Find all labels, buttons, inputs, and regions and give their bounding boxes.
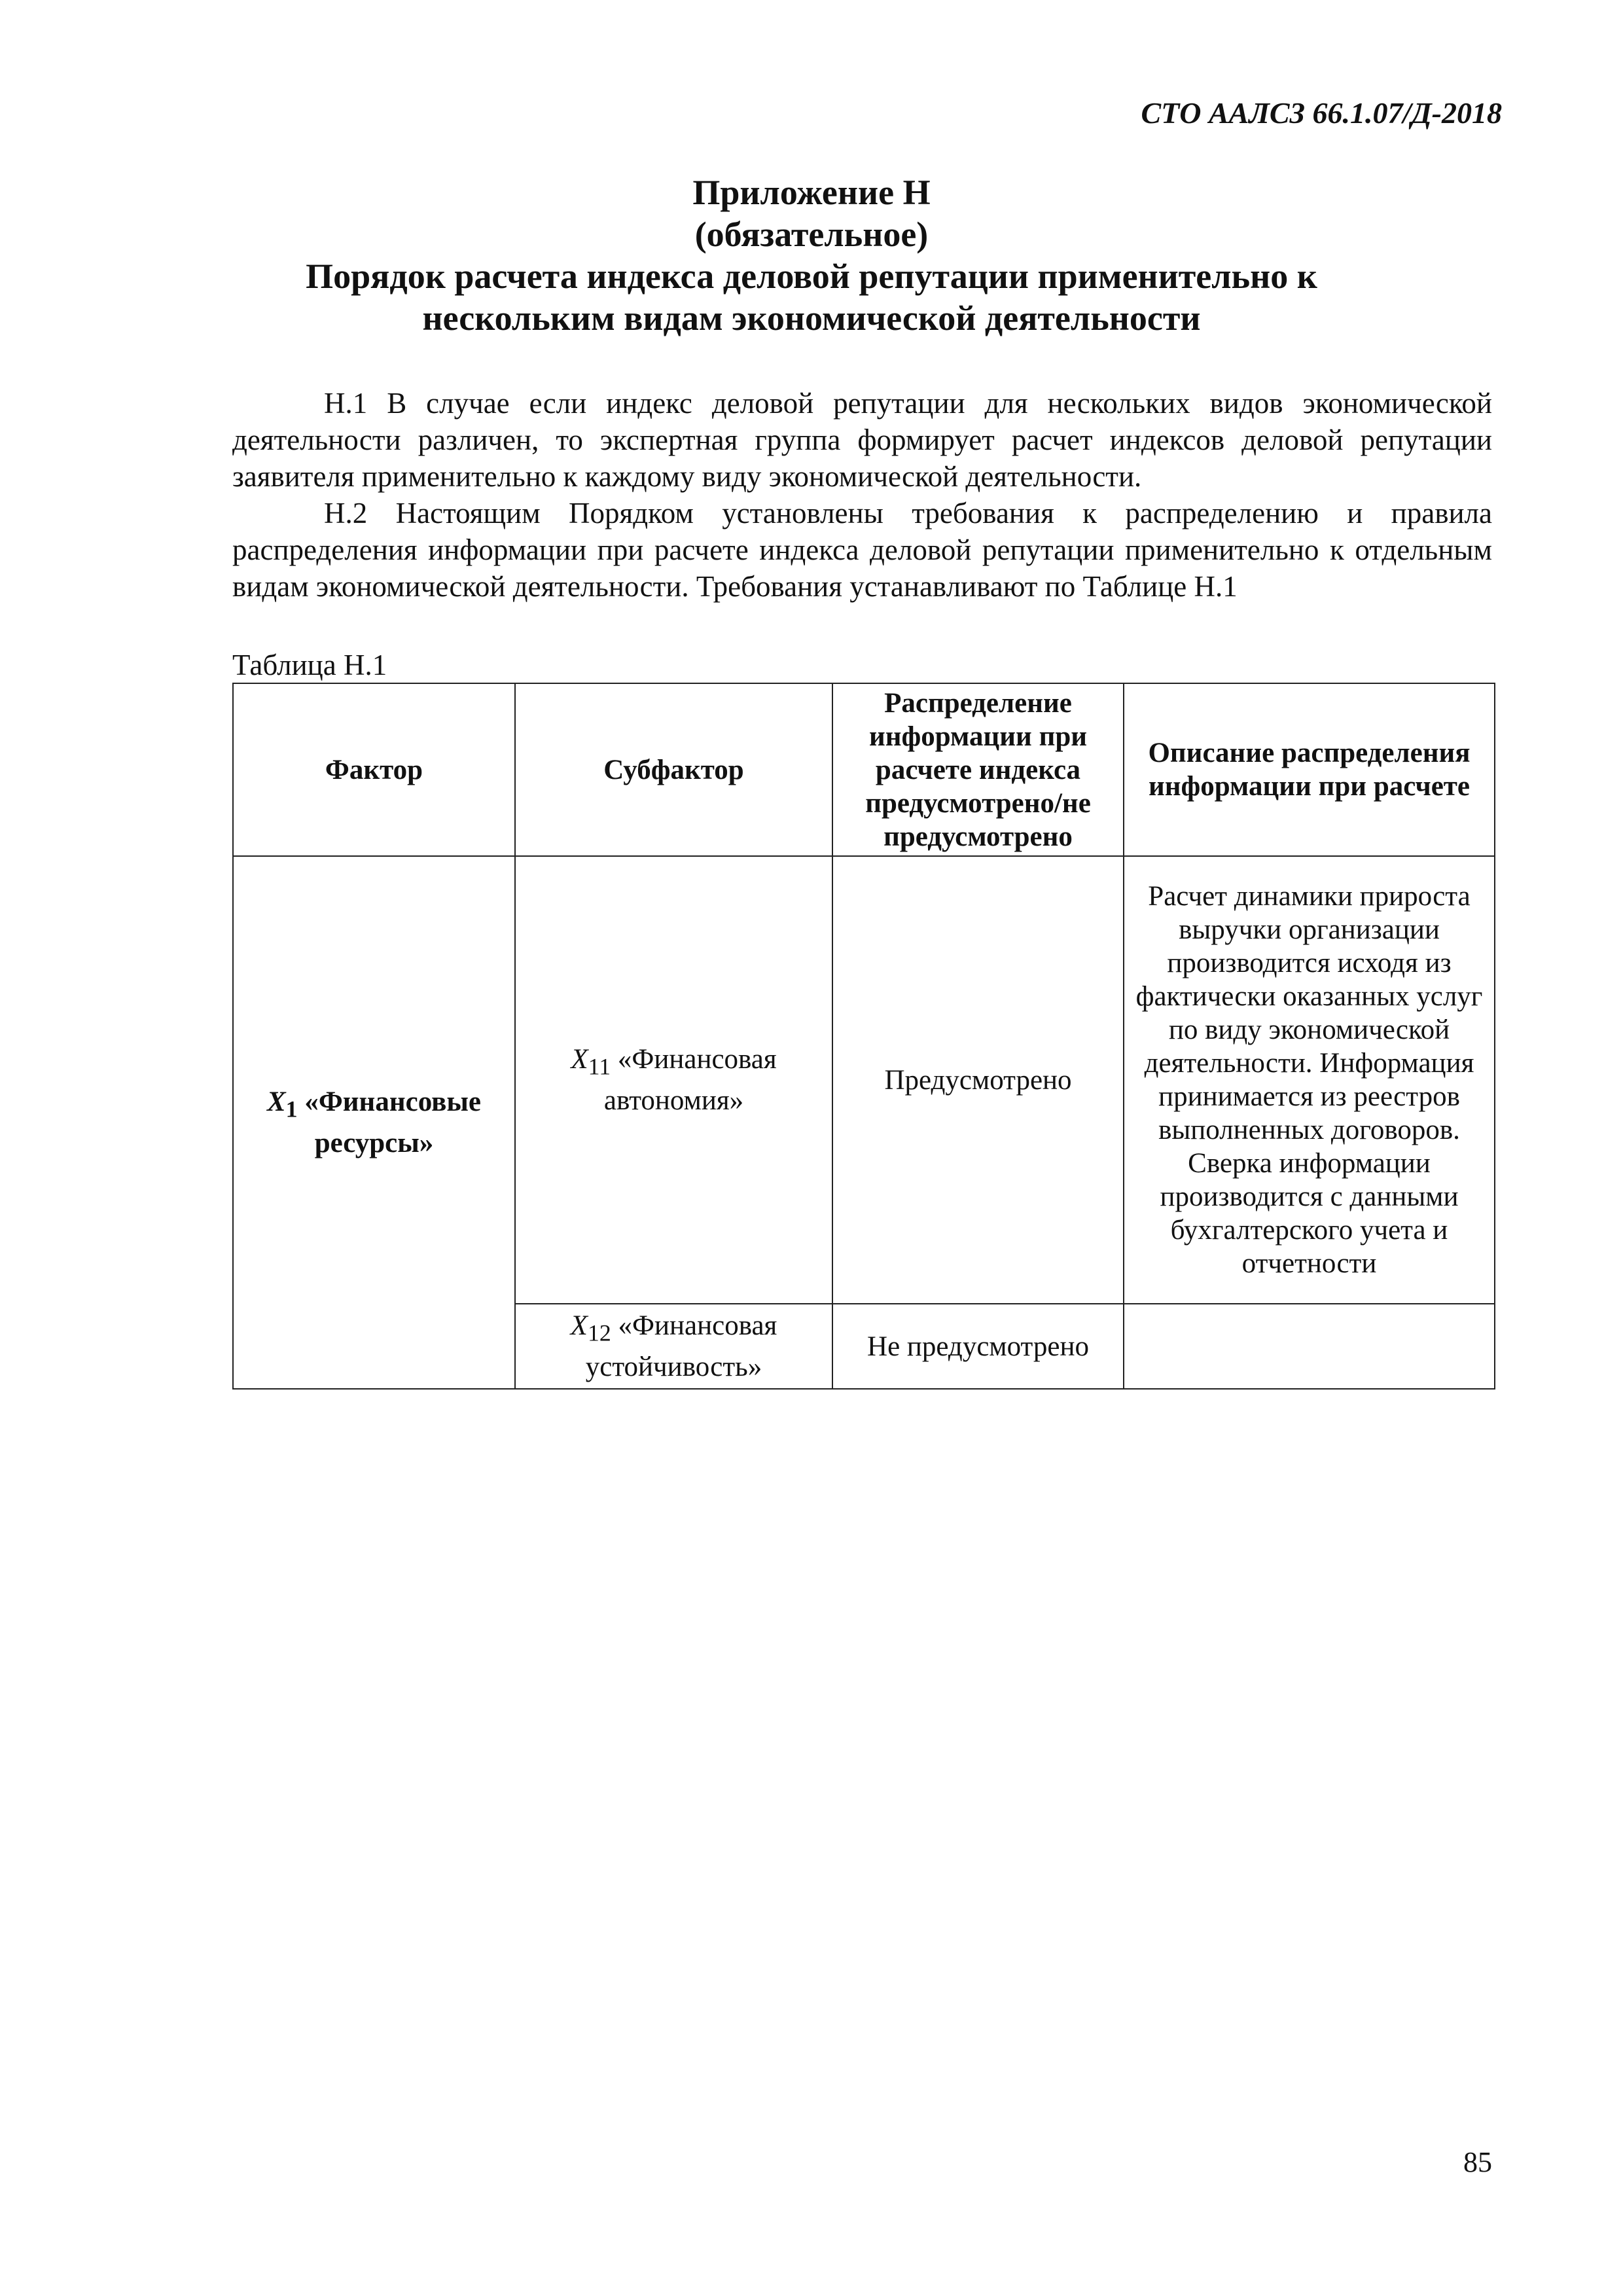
subfactor-symbol: X (571, 1044, 588, 1075)
paragraph-h2: Н.2 Настоящим Порядком установлены требования к распределению и правила распределения информации при расчете индекса деловой репутации применительно к отдельным видам экономической деятельности. Требования устанавливают по Таблице Н.1 (232, 497, 1492, 603)
header-description: Описание распределения информации при расчете (1124, 683, 1495, 856)
factor-index: 1 (285, 1096, 298, 1122)
subfactor-index: 11 (588, 1053, 611, 1080)
appendix-subject-line-1: Порядок расчета индекса деловой репутации применительно к (306, 257, 1317, 296)
distribution-cell: Предусмотрено (832, 856, 1124, 1304)
description-cell (1124, 1304, 1495, 1389)
factor-label: «Финансовые ресурсы» (297, 1086, 481, 1158)
header-subfactor: Субфактор (515, 683, 832, 856)
description-cell: Расчет динамики прироста выручки организации производится исходя из фактически оказанных услуг по виду экономической деятельности. Информация принимается из реестров выполненных договоров. Сверка информации производится с данными бухгалтерского учета и отчетности (1124, 856, 1495, 1304)
factor-symbol: X (266, 1086, 286, 1118)
paragraph-h1: Н.1 В случае если индекс деловой репутации для нескольких видов экономической деятельности различен, то экспертная группа формирует расчет индексов деловой репутации заявителя применительно к каждому виду экономической деятельности. (232, 387, 1492, 493)
header-factor: Фактор (233, 683, 515, 856)
appendix-subject-line-2: нескольким видам экономической деятельности (422, 298, 1201, 338)
subfactor-cell (515, 1304, 832, 1389)
table-caption: Таблица Н.1 (232, 649, 387, 681)
distribution-table (232, 683, 1495, 1390)
subfactor-label: «Финансовая устойчивость» (585, 1310, 777, 1382)
subfactor-symbol: X (570, 1310, 588, 1342)
page-number: 85 (1463, 2146, 1492, 2178)
appendix-title: Приложение Н (692, 173, 931, 212)
document-code: СТО ААЛСЗ 66.1.07/Д-2018 (1141, 96, 1502, 130)
factor-cell (233, 856, 515, 1389)
subfactor-label: «Финансовая автономия» (603, 1044, 777, 1116)
body-text (232, 385, 1492, 605)
subfactor-index: 12 (587, 1319, 611, 1346)
header-distribution: Распределение информации при расчете индекса предусмотрено/не предусмотрено (832, 683, 1124, 856)
subfactor-cell (515, 856, 832, 1304)
distribution-cell: Не предусмотрено (832, 1304, 1124, 1389)
appendix-status: (обязательное) (694, 215, 929, 254)
appendix-heading (0, 171, 1623, 339)
table-row (233, 856, 1495, 1304)
table-header-row (233, 683, 1495, 856)
